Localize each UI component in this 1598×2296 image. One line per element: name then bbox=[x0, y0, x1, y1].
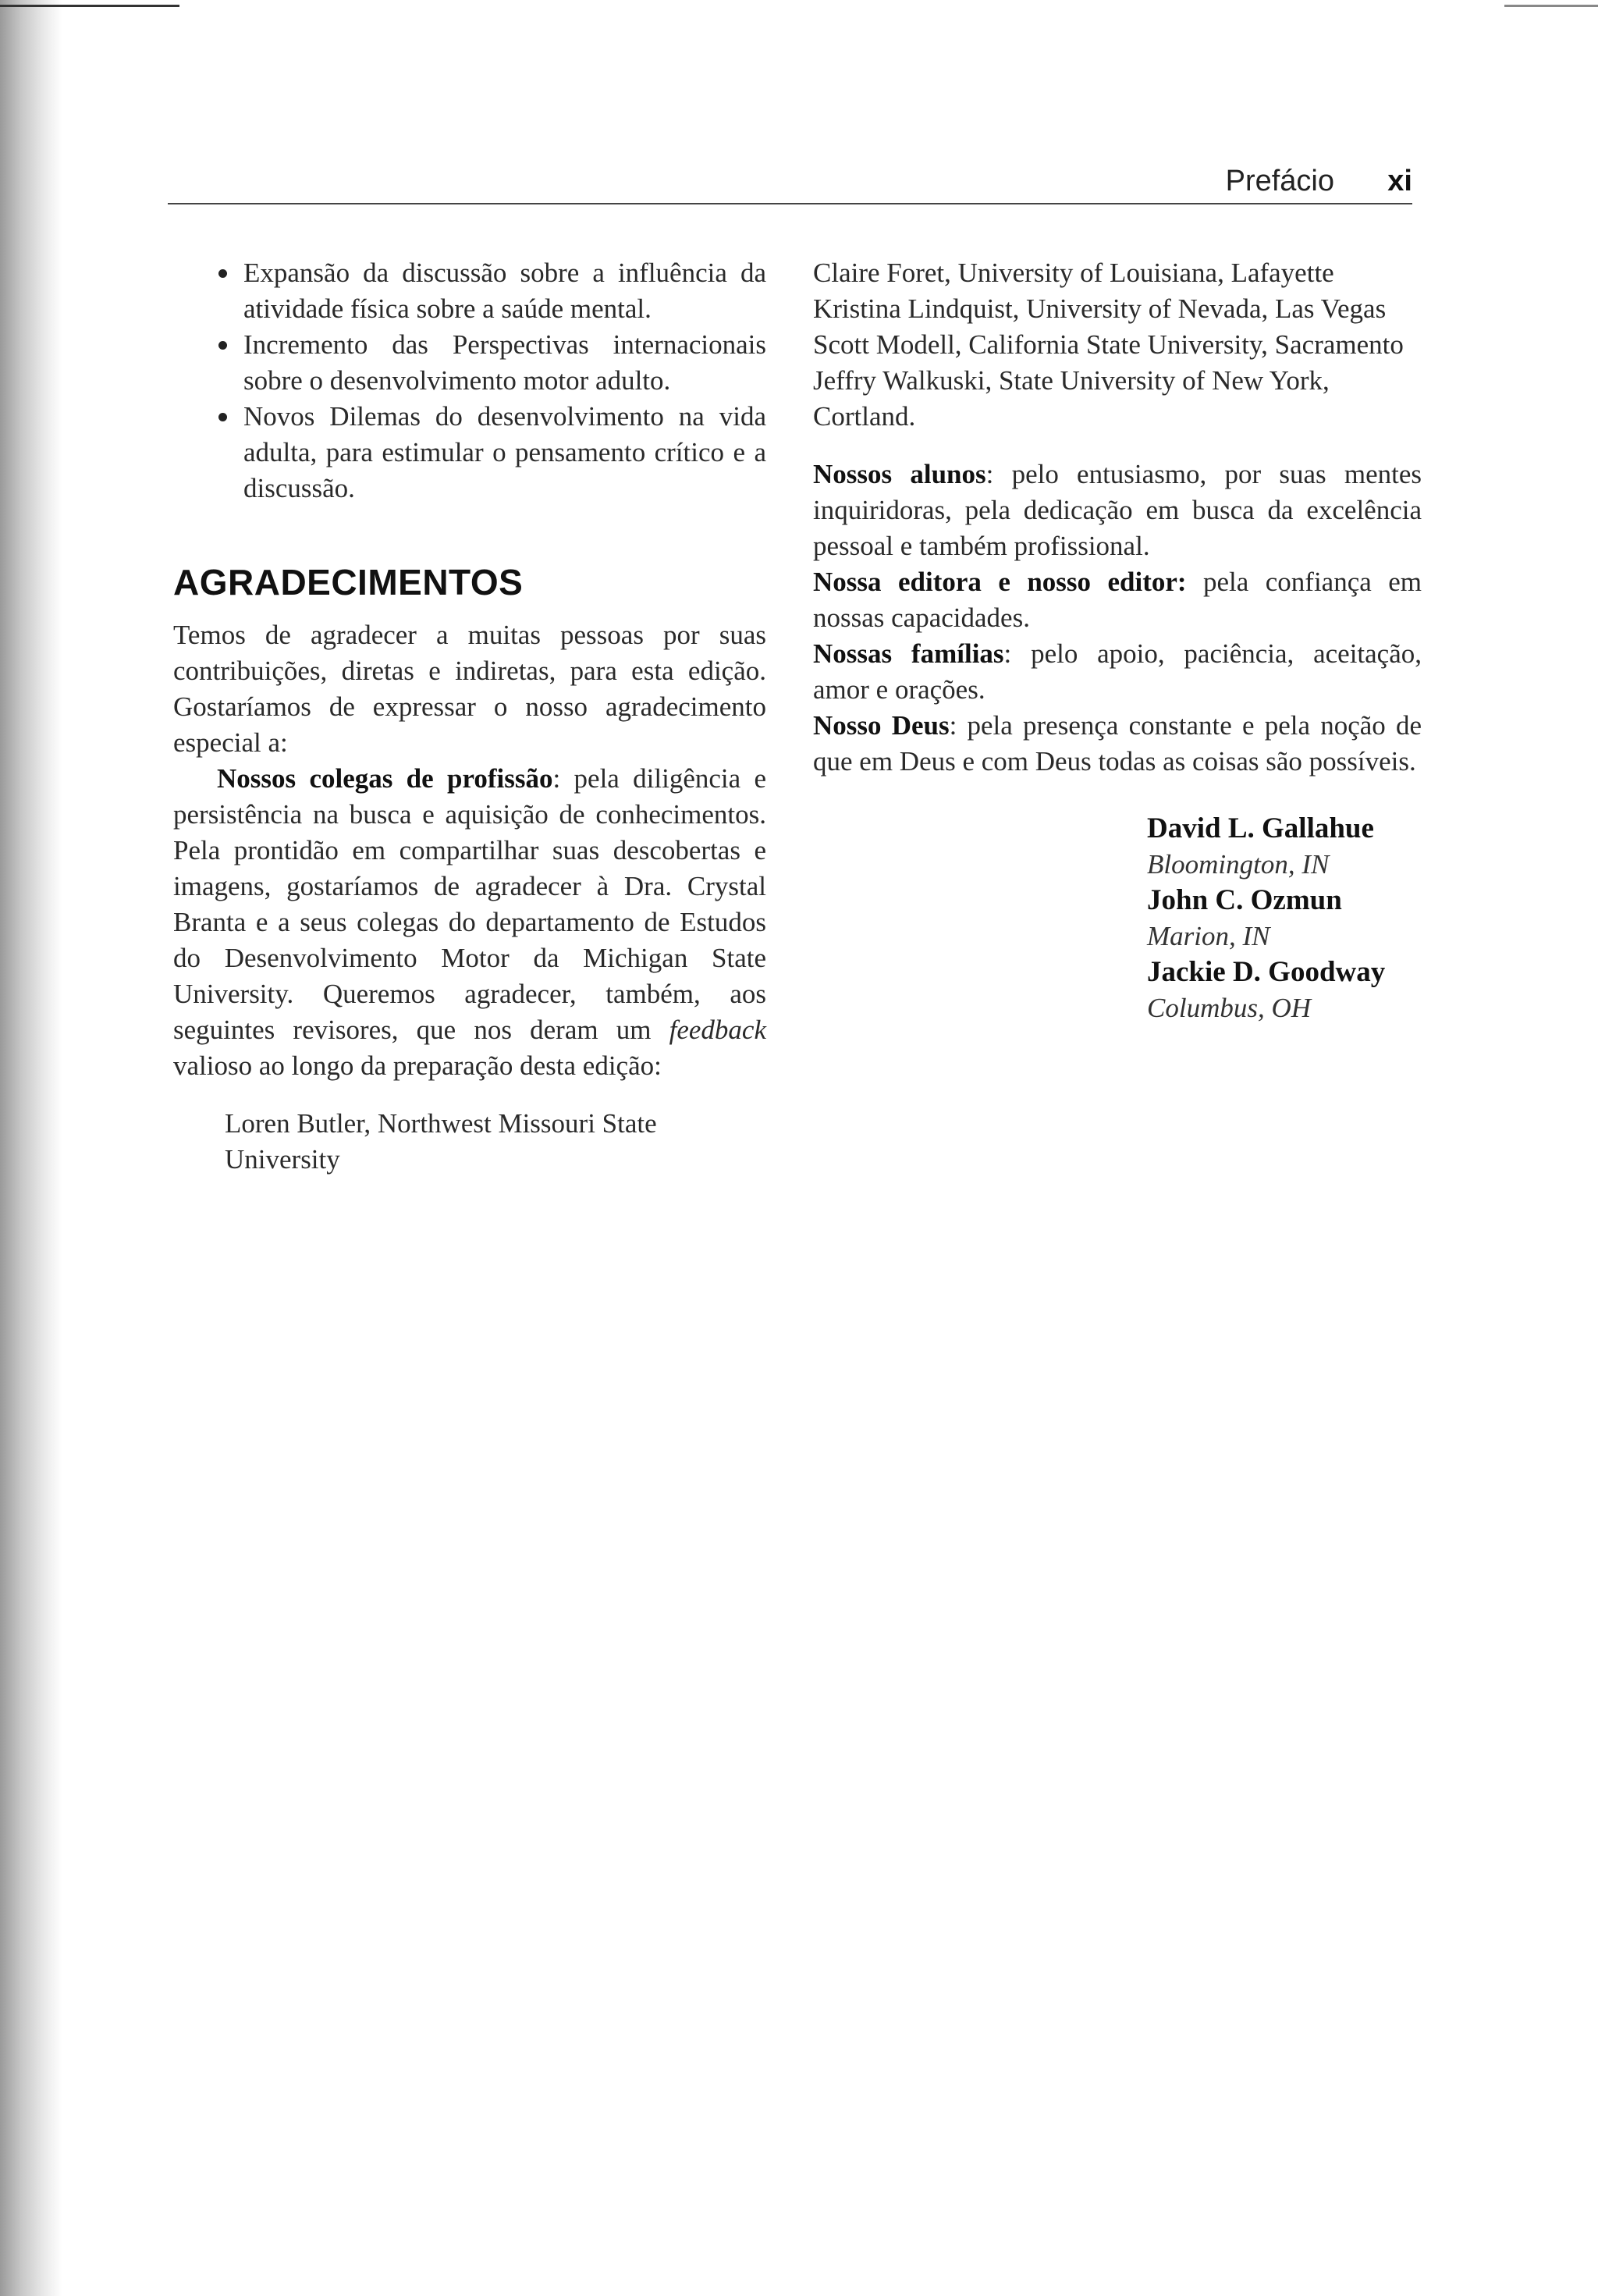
list-item: Expansão da discussão sobre a influência da atividade física sobre a saúde mental. bbox=[173, 255, 766, 327]
reviewer-entry: Loren Butler, Northwest Missouri State University bbox=[225, 1108, 657, 1175]
author-location: Columbus, OH bbox=[1147, 993, 1312, 1023]
reviewer-entry: Kristina Lindquist, University of Nevada, Las Vegas bbox=[813, 293, 1387, 324]
author-location: Marion, IN bbox=[1147, 921, 1270, 951]
intro-paragraph: Temos de agradecer a muitas pessoas por suas contribuições, diretas e indiretas, para esta edição. Gostaríamos de expressar o nosso agradecimento especial a: bbox=[173, 620, 766, 758]
running-header bbox=[168, 160, 1412, 204]
list-item: Novos Dilemas do desenvolvimento na vida adulta, para estimular o pensamento crítico e a discussão. bbox=[173, 399, 766, 506]
reviewer-entry: Claire Foret, University of Louisiana, Lafayette bbox=[813, 258, 1334, 288]
left-column bbox=[173, 255, 766, 1178]
scan-edge-mark-right bbox=[1504, 5, 1598, 7]
colleagues-text-end: valioso ao longo da preparação desta edição: bbox=[173, 1050, 662, 1081]
colleagues-text: : pela diligência e persistência na busca e aquisição de conhecimentos. Pela prontidão em compartilhar suas descobertas e imagens, gostaríamos de agradecer à Dra. Crystal Branta e a seus colegas do departamento de Estudos do Desenvolvimento Motor da Michigan State University. Queremos agradecer, também, aos seguintes revisores, que nos deram um bbox=[173, 763, 766, 1045]
reviewer-entry: Jeffry Walkuski, State University of New York, Cortland. bbox=[813, 365, 1330, 432]
author-name: David L. Gallahue bbox=[1147, 812, 1374, 844]
scan-edge-mark bbox=[0, 5, 179, 7]
author-location: Bloomington, IN bbox=[1147, 849, 1330, 880]
bullet-list bbox=[173, 255, 766, 506]
page-number: xi bbox=[1387, 165, 1412, 197]
colleagues-paragraph bbox=[173, 761, 766, 1084]
reviewer-entry: Scott Modell, California State University, Sacramento bbox=[813, 329, 1404, 360]
section-heading: AGRADECIMENTOS bbox=[173, 562, 524, 602]
thanks-god: Nosso Deus: pela presença constante e pela noção de que em Deus e com Deus todas as coisas são possíveis. bbox=[813, 710, 1422, 777]
feedback-term: feedback bbox=[669, 1015, 766, 1045]
author-name: Jackie D. Goodway bbox=[1147, 956, 1386, 988]
right-column bbox=[813, 255, 1422, 1026]
author-name: John C. Ozmun bbox=[1147, 884, 1342, 916]
thanks-families: Nossas famílias: pelo apoio, paciência, aceitação, amor e orações. bbox=[813, 638, 1422, 705]
thanks-students: Nossos alunos: pelo entusiasmo, por suas mentes inquiridoras, pela dedicação em busca da excelência pessoal e também profissional. bbox=[813, 459, 1422, 561]
thanks-publisher: Nossa editora e nosso editor: pela confiança em nossas capacidades. bbox=[813, 567, 1422, 633]
colleagues-lead: Nossos colegas de profissão bbox=[217, 763, 553, 794]
list-item: Incremento das Perspectivas internacionais sobre o desenvolvimento motor adulto. bbox=[173, 327, 766, 399]
signature-block bbox=[813, 811, 1422, 1026]
book-spine-shadow bbox=[0, 0, 62, 2296]
running-title: Prefácio bbox=[1225, 165, 1334, 197]
